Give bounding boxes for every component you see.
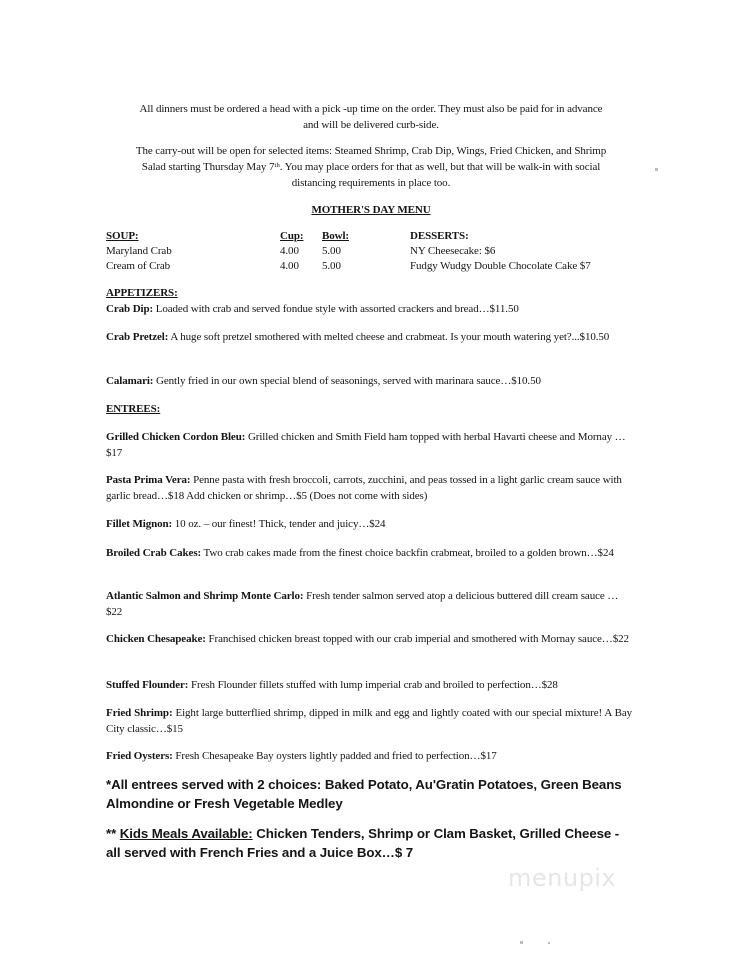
watermark-logo: menupix xyxy=(508,864,617,892)
entree-salmon-monte-carlo xyxy=(106,588,632,620)
item-description: Fresh tender salmon served atop a delicious buttered dill cream sauce …$22 xyxy=(106,590,619,618)
item-description: Grilled chicken and Smith Field ham topped with herbal Havarti cheese and Mornay …$17 xyxy=(106,431,626,459)
soup-item-cup-price: 4.00 xyxy=(280,260,299,272)
appetizer-crab-pretzel xyxy=(106,329,632,345)
item-description: Fresh Chesapeake Bay oysters lightly padded and fried to perfection…$17 xyxy=(172,750,497,762)
sides-note: *All entrees served with 2 choices: Baked Potato, Au'Gratin Potatoes, Green Beans Almondine or Fresh Vegetable Medley xyxy=(106,777,622,811)
item-name: Chicken Chesapeake: xyxy=(106,633,206,645)
cup-label: Cup: xyxy=(280,230,304,242)
item-name: Pasta Prima Vera: xyxy=(106,474,191,486)
item-name: Atlantic Salmon and Shrimp Monte Carlo: xyxy=(106,590,304,602)
item-name: Crab Pretzel: xyxy=(106,331,169,343)
bowl-label: Bowl: xyxy=(322,230,350,242)
kids-note-prefix: ** xyxy=(106,826,120,841)
entree-stuffed-flounder xyxy=(106,677,632,693)
appetizer-crab-dip xyxy=(106,301,632,317)
entree-pasta-prima-vera xyxy=(106,472,632,504)
item-name: Crab Dip: xyxy=(106,303,154,315)
soup-item-bowl-price: 5.00 xyxy=(322,245,341,257)
soup-item-cup-price: 4.00 xyxy=(280,245,299,257)
entrees-heading: ENTREES: xyxy=(106,403,161,415)
entree-fillet-mignon xyxy=(106,516,632,532)
item-name: Fried Oysters: xyxy=(106,750,173,762)
item-description: Gently fried in our own special blend of seasonings, served with marinara sauce…$10.50 xyxy=(153,375,541,387)
item-name: Stuffed Flounder: xyxy=(106,679,189,691)
item-name: Fillet Mignon: xyxy=(106,518,173,530)
soup-item-name: Cream of Crab xyxy=(106,260,171,272)
intro-line-5: distancing requirements in place too. xyxy=(291,177,451,189)
scan-speck xyxy=(520,941,523,944)
item-name: Broiled Crab Cakes: xyxy=(106,547,202,559)
dessert-item: Fudgy Wudgy Double Chocolate Cake $7 xyxy=(410,260,591,272)
item-description: Eight large butterflied shrimp, dipped in milk and egg and lightly coated with our special mixture! A Bay City classic…$15 xyxy=(106,707,632,735)
scan-speck xyxy=(655,168,658,171)
desserts-heading: DESSERTS: xyxy=(410,230,469,242)
intro-line-4: Salad starting Thursday May 7ᵗʰ. You may place orders for that as well, but that will be walk-in with social xyxy=(141,161,601,173)
dessert-item: NY Cheesecake: $6 xyxy=(410,245,496,257)
entree-broiled-crab-cakes xyxy=(106,545,632,561)
item-description: Two crab cakes made from the finest choice backfin crabmeat, broiled to a golden brown…$24 xyxy=(201,547,614,559)
item-description: Fresh Flounder fillets stuffed with lump imperial crab and broiled to perfection…$28 xyxy=(188,679,558,691)
item-name: Fried Shrimp: xyxy=(106,707,173,719)
entree-chicken-chesapeake xyxy=(106,631,632,647)
item-name: Calamari: xyxy=(106,375,154,387)
soup-heading: SOUP: xyxy=(106,230,139,242)
item-description: Franchised chicken breast topped with our crab imperial and smothered with Mornay sauce…$22 xyxy=(205,633,629,645)
item-description: 10 oz. – our finest! Thick, tender and juicy…$24 xyxy=(172,518,386,530)
entree-fried-oysters xyxy=(106,748,632,764)
item-name: Grilled Chicken Cordon Bleu: xyxy=(106,431,246,443)
intro-line-3: The carry-out will be open for selected items: Steamed Shrimp, Crab Dip, Wings, Fried Chicken, and Shrimp xyxy=(135,145,607,157)
soup-item-bowl-price: 5.00 xyxy=(322,260,341,272)
kids-note-text: Chicken Tenders, Shrimp or Clam Basket, Grilled Cheese - all served with French Fries and a Juice Box…$ 7 xyxy=(106,826,620,860)
entree-fried-shrimp xyxy=(106,705,632,737)
kids-note-label: Kids Meals Available: xyxy=(119,826,253,841)
kids-meals-note xyxy=(106,824,636,862)
scan-speck xyxy=(548,942,550,944)
intro-line-1: All dinners must be ordered a head with a pick -up time on the order. They must also be paid for in advance xyxy=(139,103,603,115)
appetizers-heading: APPETIZERS: xyxy=(106,287,178,299)
menu-title: MOTHER'S DAY MENU xyxy=(311,204,431,216)
item-description: A huge soft pretzel smothered with melted cheese and crabmeat. Is your mouth watering yet?...$10.50 xyxy=(168,331,610,343)
item-description: Penne pasta with fresh broccoli, carrots, zucchini, and peas tossed in a light garlic cream sauce with garlic bread…$18 Add chicken or shrimp…$5 (Does not come with sides) xyxy=(106,474,622,502)
item-description: Loaded with crab and served fondue style with assorted crackers and bread…$11.50 xyxy=(153,303,519,315)
entree-cordon-bleu xyxy=(106,429,632,461)
appetizer-calamari xyxy=(106,373,632,389)
soup-item-name: Maryland Crab xyxy=(106,245,172,257)
intro-line-2: and will be delivered curb-side. xyxy=(303,119,439,131)
